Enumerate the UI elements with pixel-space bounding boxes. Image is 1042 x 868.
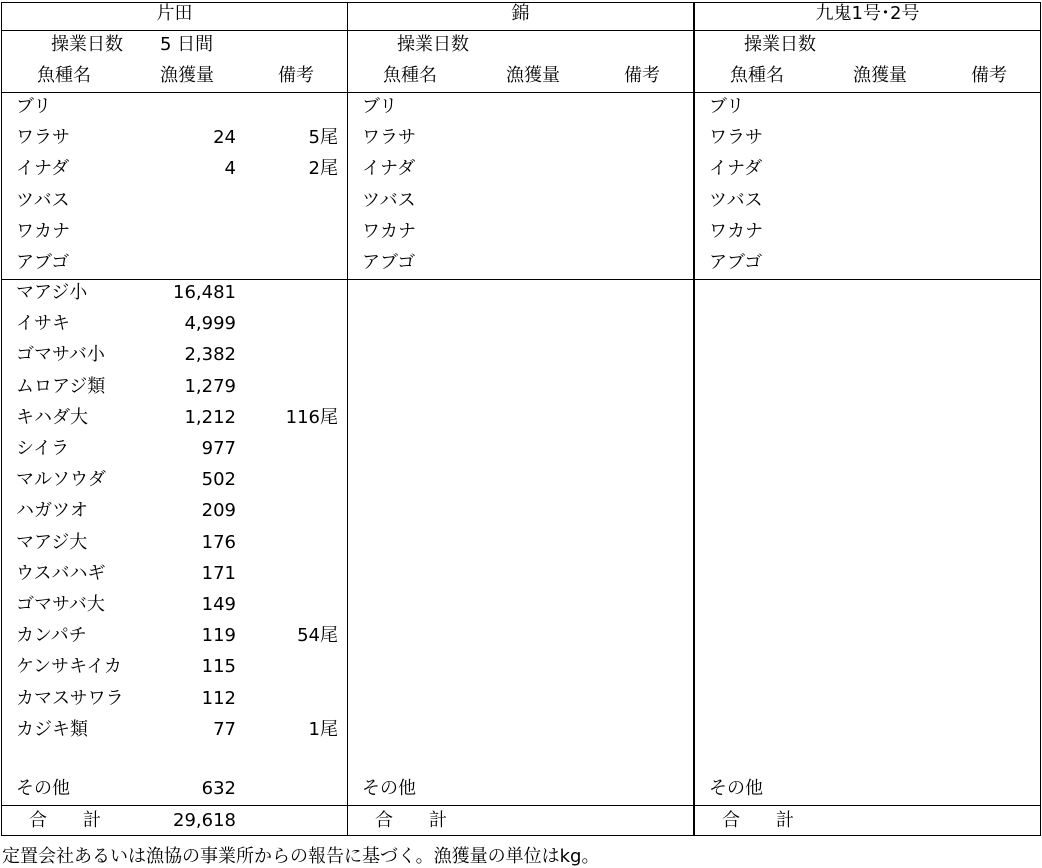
species-name: ワラサ: [709, 127, 763, 149]
divider: [347, 92, 694, 93]
species-name: ゴマサバ小: [16, 344, 105, 366]
divider: [694, 805, 1041, 806]
footnote: 定置会社あるいは漁協の事業所からの報告に基づく。漁獲量の単位はkg。: [2, 846, 600, 867]
note-value: 2尾: [308, 158, 338, 180]
species-name: ゴマサバ大: [16, 594, 105, 615]
species-name: カンパチ: [16, 625, 87, 647]
catch-value: 24: [213, 127, 236, 149]
divider: [1, 30, 348, 31]
others-label: その他: [362, 778, 416, 799]
note-header: 備考: [971, 65, 1007, 86]
species-name: マルソウダ: [16, 469, 106, 491]
catch-value: 4,999: [184, 313, 236, 335]
catch-value: 149: [201, 594, 236, 615]
species-header: 魚種名: [730, 65, 784, 86]
species-name: アブゴ: [709, 252, 763, 273]
species-name: イナダ: [16, 158, 70, 180]
divider: [1, 805, 348, 806]
total-label: 合 計: [29, 810, 101, 831]
species-name: シイラ: [16, 438, 70, 459]
others-label: その他: [709, 778, 763, 799]
species-name: ウスバハギ: [16, 562, 106, 584]
catch-value: 176: [201, 531, 236, 553]
catch-header: 漁獲量: [160, 65, 214, 86]
note-value: 54尾: [297, 625, 338, 647]
catch-value: 119: [201, 625, 236, 647]
species-name: ツバス: [709, 189, 763, 211]
species-name: ワカナ: [16, 220, 70, 242]
catch-value: 77: [213, 718, 236, 740]
species-name: キハダ大: [16, 406, 88, 428]
species-name: ワラサ: [16, 127, 70, 149]
species-name: ブリ: [709, 96, 745, 117]
divider: [1, 279, 348, 280]
total-label: 合 計: [722, 810, 794, 831]
species-header: 魚種名: [37, 65, 91, 86]
catch-header: 漁獲量: [853, 65, 907, 86]
total-label: 合 計: [375, 810, 447, 831]
species-name: ムロアジ類: [16, 375, 106, 397]
species-name: ケンサキイカ: [16, 656, 122, 678]
catch-value: 16,481: [173, 282, 236, 303]
others-label: その他: [16, 778, 70, 799]
note-value: 1尾: [308, 718, 338, 740]
note-header: 備考: [624, 65, 660, 86]
operating-days-value: 5 日間: [160, 34, 214, 55]
species-name: ハガツオ: [16, 500, 88, 522]
species-name: ワカナ: [362, 220, 416, 242]
note-header: 備考: [278, 65, 314, 86]
species-name: イナダ: [709, 158, 763, 180]
catch-value: 171: [201, 562, 236, 584]
species-name: イナダ: [362, 158, 416, 180]
catch-value: 977: [201, 438, 236, 459]
species-name: カマスサワラ: [16, 687, 124, 709]
station-name: 片田: [156, 3, 193, 24]
divider: [694, 30, 1041, 31]
species-name: アブゴ: [362, 252, 416, 273]
divider: [347, 805, 694, 806]
divider: [694, 279, 1041, 280]
catch-value: 209: [201, 500, 236, 522]
divider: [694, 92, 1041, 93]
note-value: 5尾: [308, 127, 338, 149]
note-value: 116尾: [285, 406, 338, 428]
operating-days-label: 操業日数: [51, 34, 123, 55]
divider: [1, 92, 348, 93]
species-name: ワラサ: [362, 127, 416, 149]
species-name: ツバス: [362, 189, 416, 211]
species-name: ブリ: [16, 96, 52, 117]
species-name: ワカナ: [709, 220, 763, 242]
catch-value: 1,279: [184, 375, 236, 397]
species-name: マアジ小: [16, 282, 88, 303]
species-name: アブゴ: [16, 252, 70, 273]
operating-days-label: 操業日数: [744, 34, 816, 55]
total-catch: 29,618: [173, 810, 236, 831]
species-name: イサキ: [16, 313, 70, 335]
divider: [347, 279, 694, 280]
species-name: マアジ大: [16, 531, 88, 553]
catch-value: 1,212: [184, 406, 236, 428]
species-name: ブリ: [362, 96, 398, 117]
station-name: 錦: [511, 3, 530, 24]
catch-value: 502: [201, 469, 236, 491]
species-header: 魚種名: [383, 65, 437, 86]
catch-header: 漁獲量: [506, 65, 560, 86]
species-name: カジキ類: [16, 718, 88, 740]
station-name: 九鬼1号･2号: [815, 3, 920, 24]
species-name: ツバス: [16, 189, 70, 211]
catch-value: 4: [224, 158, 236, 180]
catch-value: 112: [201, 687, 236, 709]
divider: [347, 30, 694, 31]
operating-days-label: 操業日数: [397, 34, 469, 55]
catch-value: 2,382: [184, 344, 236, 366]
others-catch: 632: [201, 778, 236, 799]
catch-value: 115: [201, 656, 236, 678]
